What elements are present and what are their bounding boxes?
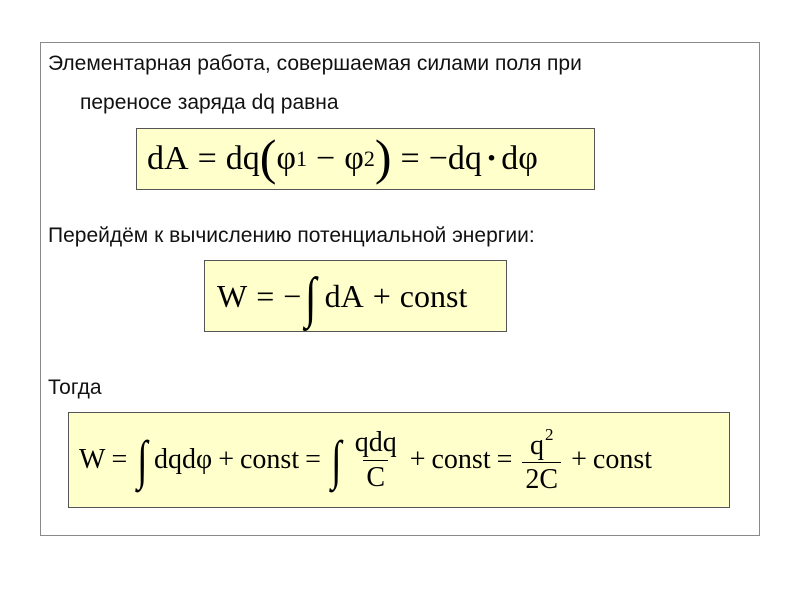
f3-fraction-q2-over-2c [522,426,561,495]
f2-plus: + [372,277,391,314]
f1-phi2: φ [344,140,364,177]
f1-dot: · [485,140,498,177]
f3-frac2-exponent: 2 [545,424,554,444]
f3-integral-1: ∫ [137,430,148,490]
f3-frac1-denominator: C [363,460,388,492]
f1-left-paren: ( [259,129,277,185]
then-text: Тогда [48,376,102,399]
f1-equals: = [197,140,217,177]
intro-text-line2: переносе заряда dq равна [80,91,339,114]
formula-work-element [136,128,595,190]
f3-plus-3: + [571,444,587,475]
f3-const-3: const [592,444,652,475]
f3-W: W [79,444,106,475]
f3-frac1-numerator: qdq [354,427,397,459]
f3-plus-1: + [218,444,234,475]
f3-frac2-q: q [530,429,544,461]
f3-const-2: const [431,444,491,475]
f2-const: const [399,277,468,314]
f3-equals-3: = [496,444,513,475]
f1-sub1: 1 [296,146,308,171]
f3-frac2-denominator: 2C [522,462,561,494]
f2-integral: ∫ [305,267,317,329]
f1-sub2: 2 [363,146,375,171]
f1-equals-2: = [400,140,420,177]
f2-dA: dA [324,277,364,314]
f3-plus-2: + [409,444,426,475]
f3-dqdphi: dqdφ [154,444,213,475]
f1-phi1: φ [276,140,297,177]
formula-result [68,412,730,508]
f3-equals-2: = [305,444,321,475]
f1-minus: − [316,140,336,177]
transition-text: Перейдём к вычислению потенциальной энергии: [48,224,535,247]
formula-potential-energy [204,260,507,332]
f1-dA: dA [147,140,189,177]
f1-right-paren: ) [374,129,392,185]
intro-text-line1: Элементарная работа, совершаемая силами поля при [48,52,582,75]
f1-dphi: dφ [501,140,538,177]
f2-minus: − [283,277,302,314]
f3-integral-2: ∫ [331,430,342,490]
f1-neg-dq: −dq [428,140,482,177]
f3-fraction-qdq-over-c [352,428,400,492]
f1-dq: dq [225,140,260,177]
f3-const-1: const [240,444,300,475]
f2-W: W [217,277,248,314]
f2-equals: = [256,277,275,314]
f3-frac2-numerator [527,426,557,462]
f3-equals-1: = [111,444,128,475]
